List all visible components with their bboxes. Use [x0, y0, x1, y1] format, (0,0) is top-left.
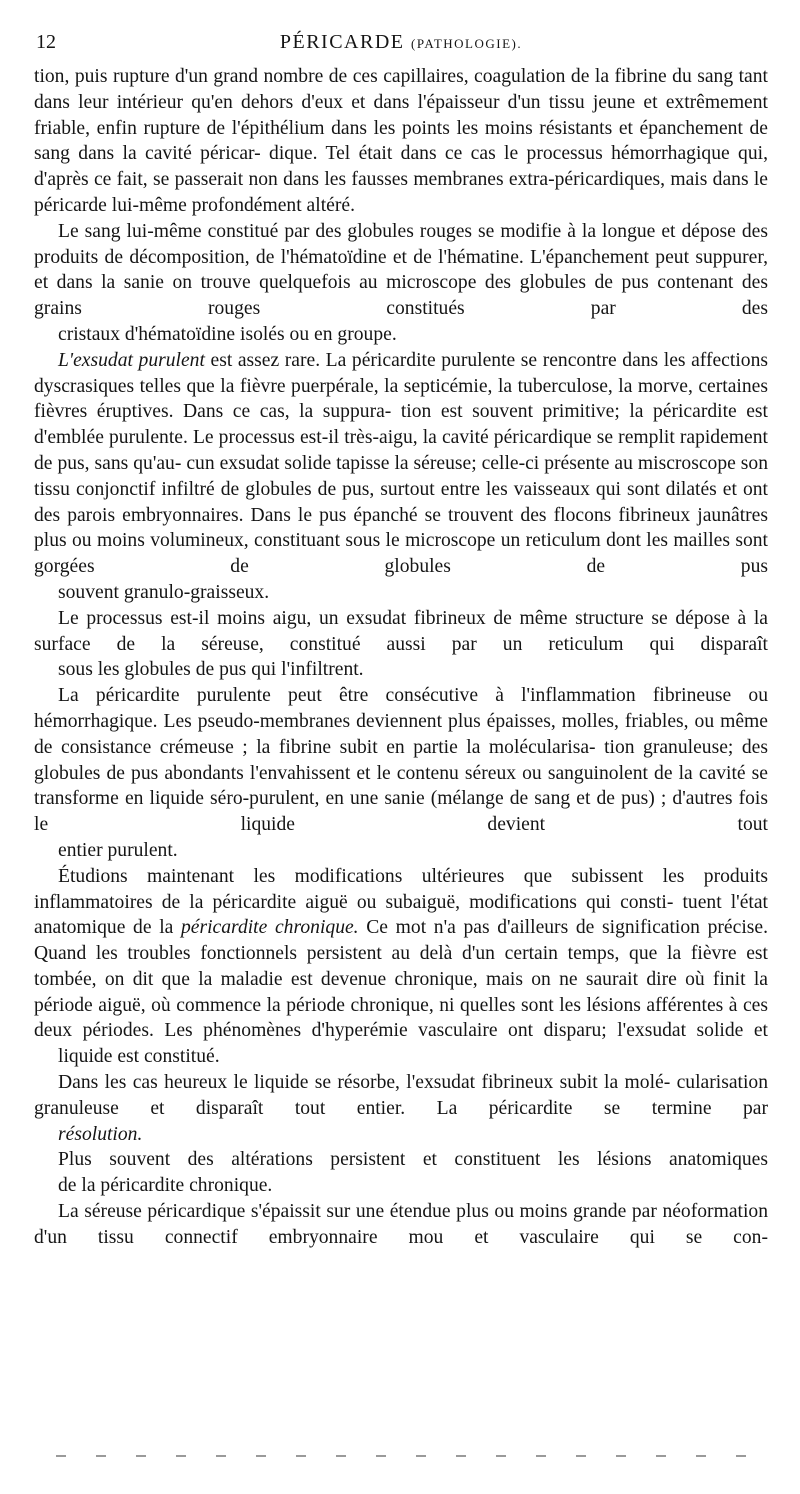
text-line: sous les globules de pus qui l'infiltrent.: [58, 659, 364, 681]
print-mark: [696, 1455, 706, 1457]
print-mark: [376, 1455, 386, 1457]
text-line: souvent granulo-graisseux.: [58, 581, 270, 603]
paragraph: [34, 219, 768, 348]
text-line: tion, puis rupture d'un grand nombre de ces capillaires, coagulation de la: [34, 66, 610, 87]
text-line: L'épanchement peut suppurer, et dans la sanie on trouve quelquefois au: [34, 246, 768, 294]
italic-term: péricardite chronique.: [180, 917, 359, 939]
text-line: Le sang lui-même constitué par des globules rouges se modifie à la longue et: [58, 220, 676, 242]
text-prefix: L': [58, 349, 74, 371]
text-line: liquide est constitué.: [58, 1046, 220, 1068]
paragraph: [34, 1070, 768, 1147]
text-line: hémorrhagique. Les pseudo-membranes deviennent plus épaisses, molles, friables,: [34, 710, 689, 732]
text-line: dépose à la surface de la séreuse, constitué aussi par un reticulum qui disparaît: [34, 607, 769, 655]
text-line: chronique, mais on ne saurait dire où finit la période aiguë, où commence: [34, 968, 768, 1016]
text-line: les points les moins résistants et épanchement de sang dans la cavité péricar-: [34, 117, 768, 165]
page-number: 12: [36, 31, 56, 53]
text-line: est-il très-aigu, la cavité péricardique se remplit rapidement de pus, sans qu'au-: [34, 427, 768, 474]
text-line: en une sanie (mélange de sang et de pus) ; d'autres fois le liquide devient tout: [34, 788, 768, 836]
text-line: tuent l'état anatomique de la: [34, 891, 768, 939]
running-title-sub: (PATHOLOGIE).: [411, 36, 523, 51]
print-mark: [416, 1455, 426, 1457]
text-line: est assez rare. La péricardite purulente se rencontre: [204, 349, 617, 371]
text-line: la période chronique, ni quelles sont les lésions afférentes à ces deux périodes.: [34, 994, 769, 1042]
text-line: de signification précise. Quand les troubles fonctionnels persistent au delà d'un: [34, 917, 768, 965]
text-line: Les phénomènes d'hyperémie vasculaire ont disparu; l'exsudat solide et: [164, 1020, 769, 1042]
print-mark: [736, 1455, 746, 1457]
text-line: passerait non dans les fausses membranes extra-péricardiques, mais dans le: [174, 169, 769, 191]
print-mark: [656, 1455, 666, 1457]
running-title-main: PÉRICARDE: [279, 31, 405, 53]
paragraph: [34, 864, 768, 1070]
text-line: certain temps, que la fièvre est tombée, on dit que la maladie est devenue: [34, 943, 769, 990]
text-line: dans les affections dyscrasiques telles que la fièvre puerpérale, la septicémie,: [34, 349, 768, 397]
text-line: microscope un reticulum dont les mailles sont gorgées de globules de pus: [34, 530, 768, 578]
text-line: tion est souvent primitive; la péricardite est d'emblée purulente. Le processus: [34, 401, 768, 449]
print-mark: [616, 1455, 626, 1457]
text-line: séreux ou sanguinolent de la cavité se transforme en liquide séro-purulent,: [34, 762, 769, 810]
text-line: Ce mot n'a pas d'ailleurs: [358, 917, 569, 939]
text-line: dépose des produits de décomposition, de l'hématoïdine et de l'hématine.: [34, 220, 768, 268]
print-mark: [176, 1455, 186, 1457]
text-line: Étudions maintenant les modifications ultérieures que subissent les produits: [58, 865, 768, 887]
text-line: cun exsudat solide tapisse la séreuse; celle-ci présente au miscroscope son: [186, 452, 769, 474]
print-mark: [496, 1455, 506, 1457]
text-line: fibrine du sang tant dans leur intérieur qu'en dehors d'eux et dans l'épaisseur: [34, 66, 768, 113]
running-title: [34, 22, 768, 64]
text-line: la tuberculose, la morve, certaines fièvres éruptives. Dans ce cas, la suppura-: [34, 375, 768, 423]
print-mark: [96, 1455, 106, 1457]
paragraph: [34, 606, 768, 683]
text-line: tissu conjonctif infiltré de globules de pus, surtout entre les vaisseaux qui: [34, 478, 621, 500]
paragraph: [34, 683, 768, 864]
print-mark: [256, 1455, 266, 1457]
text-line: inflammatoires de la péricardite aiguë ou subaiguë, modifications qui consti-: [34, 891, 674, 913]
text-line: sont dilatés et ont des parois embryonnaires. Dans le pus épanché se trouvent: [34, 478, 769, 526]
italic-term: résolution.: [58, 1123, 143, 1145]
page-header: [34, 22, 768, 62]
print-mark: [576, 1455, 586, 1457]
paragraph: [34, 64, 768, 219]
italic-term: exsudat purulent: [73, 349, 205, 371]
text-line: péricarde lui-même profondément altéré.: [34, 194, 355, 216]
text-line: d'un tissu jeune et extrêmement friable, enfin rupture de l'épithélium dans: [34, 91, 768, 139]
print-mark: [296, 1455, 306, 1457]
footer-print-marks: [56, 1455, 746, 1459]
text-line: La péricardite purulente peut être consécutive à l'inflammation fibrineuse ou: [58, 685, 768, 707]
paragraph: [34, 1199, 768, 1251]
print-mark: [136, 1455, 146, 1457]
text-line: microscope des globules de pus contenant des grains rouges constitués par des: [34, 272, 768, 320]
print-mark: [56, 1455, 66, 1457]
text-line: de la péricardite chronique.: [58, 1175, 273, 1197]
book-page: [34, 22, 768, 1251]
paragraph: [34, 1147, 768, 1199]
text-line: entier purulent.: [58, 839, 178, 861]
print-mark: [456, 1455, 466, 1457]
text-line: Dans les cas heureux le liquide se résorbe, l'exsudat fibrineux subit la molé-: [58, 1072, 671, 1094]
text-line: ou même de consistance crémeuse ; la fibrine subit en partie la molécularisa-: [34, 710, 768, 758]
body-text: [34, 64, 768, 1251]
text-line: tion granuleuse; des globules de pus abondants l'envahissent et le contenu: [34, 736, 768, 784]
text-line: La séreuse péricardique s'épaissit sur une étendue plus ou moins grande par: [58, 1201, 657, 1223]
print-mark: [336, 1455, 346, 1457]
text-line: Plus souvent des altérations persistent et constituent les lésions anatomiques: [58, 1149, 768, 1171]
text-line: cularisation granuleuse et disparaît tout entier. La péricardite se termine par: [34, 1072, 768, 1119]
text-line: Le processus est-il moins aigu, un exsudat fibrineux de même structure se: [58, 607, 668, 629]
print-mark: [536, 1455, 546, 1457]
print-mark: [216, 1455, 226, 1457]
text-line: des flocons fibrineux jaunâtres plus ou moins volumineux, constituant sous le: [34, 504, 768, 552]
text-line: dique. Tel était dans ce cas le processus hémorrhagique qui, d'après ce fait, se: [34, 143, 768, 191]
paragraph: [34, 348, 768, 606]
text-line: cristaux d'hématoïdine isolés ou en groupe.: [58, 323, 397, 345]
text-line: néoformation d'un tissu connectif embryonnaire mou et vasculaire qui se con-: [34, 1201, 768, 1248]
